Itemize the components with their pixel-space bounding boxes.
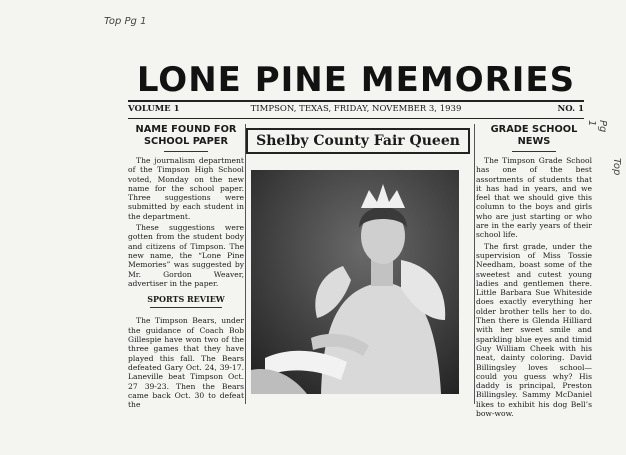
article-paragraph: The first grade, under the supervision of Miss Tossie Needham, boast some of the sweetest and cutest young ladies and gentlemen there. Little Barbara Sue Whiteside does exactly everything her older brother tells her to do. Then there is Glenda Hilliard with her sweet smile and sparkling blue eyes and timid Guy William Cheek with his neat, dainty coloring. David Billingsley loves school—could you guess why? His daddy is principal, Preston Billingsley. Sammy McDaniel likes to exhibit his dog Bell’s bow-wow. — [476, 241, 592, 419]
sports-review-heading: SPORTS REVIEW — [147, 294, 225, 305]
volume-label: VOLUME 1 — [128, 104, 180, 114]
headline-rule — [164, 151, 208, 152]
handwritten-note-top: Top — [611, 158, 622, 176]
handwritten-note-page: Pg 1 — [586, 120, 608, 133]
dateline — [128, 104, 584, 118]
date-label: TIMPSON, TEXAS, FRIDAY, NOVEMBER 3, 1939 — [250, 104, 462, 114]
right-column — [476, 124, 592, 420]
handwritten-note-top-left: Top Pg 1 — [104, 16, 147, 27]
fair-queen-photo — [251, 170, 459, 394]
left-column — [128, 124, 244, 411]
column-divider — [245, 124, 246, 404]
masthead-rule-bottom — [128, 118, 584, 119]
article-paragraph: These suggestions were gotten from the student body and citizens of Timpson. The new name, the “Lone Pine Memories” was suggested by Mr. Gordon Weaver, advertiser in the paper. — [128, 223, 244, 288]
headline-rule — [512, 151, 556, 152]
newspaper-masthead: LONE PINE MEMORIES — [136, 60, 576, 100]
school-paper-headline: NAME FOUND FOR SCHOOL PAPER — [135, 124, 237, 147]
sports-rule — [150, 307, 222, 308]
grade-school-headline: GRADE SCHOOL NEWS — [490, 124, 578, 147]
photo-caption-box: Shelby County Fair Queen — [246, 128, 470, 154]
fair-queen-portrait-icon — [251, 170, 459, 394]
issue-number: NO. 1 — [557, 104, 584, 114]
masthead-rule-top — [128, 100, 584, 102]
article-paragraph: The Timpson Grade School has one of the best assortments of students that it has had in years, and we feel that we should give this column to the boys and girls who are just starting or who are in the early years of their school life. — [476, 156, 592, 240]
column-divider — [474, 124, 475, 404]
sports-paragraph: The Timpson Bears, under the guidance of Coach Bob Gillespie have won two of the three games that they have played this fall. The Bears defeated Gary Oct. 24, 39-17. Laneville beat Timpson Oct. 27 39-23. Then the Bears came back Oct. 30 to defeat the — [128, 316, 244, 410]
article-paragraph: The journalism department of the Timpson High School voted, Monday on the new name for the school paper. Three suggestions were submitted by each student in the department. — [128, 156, 244, 221]
